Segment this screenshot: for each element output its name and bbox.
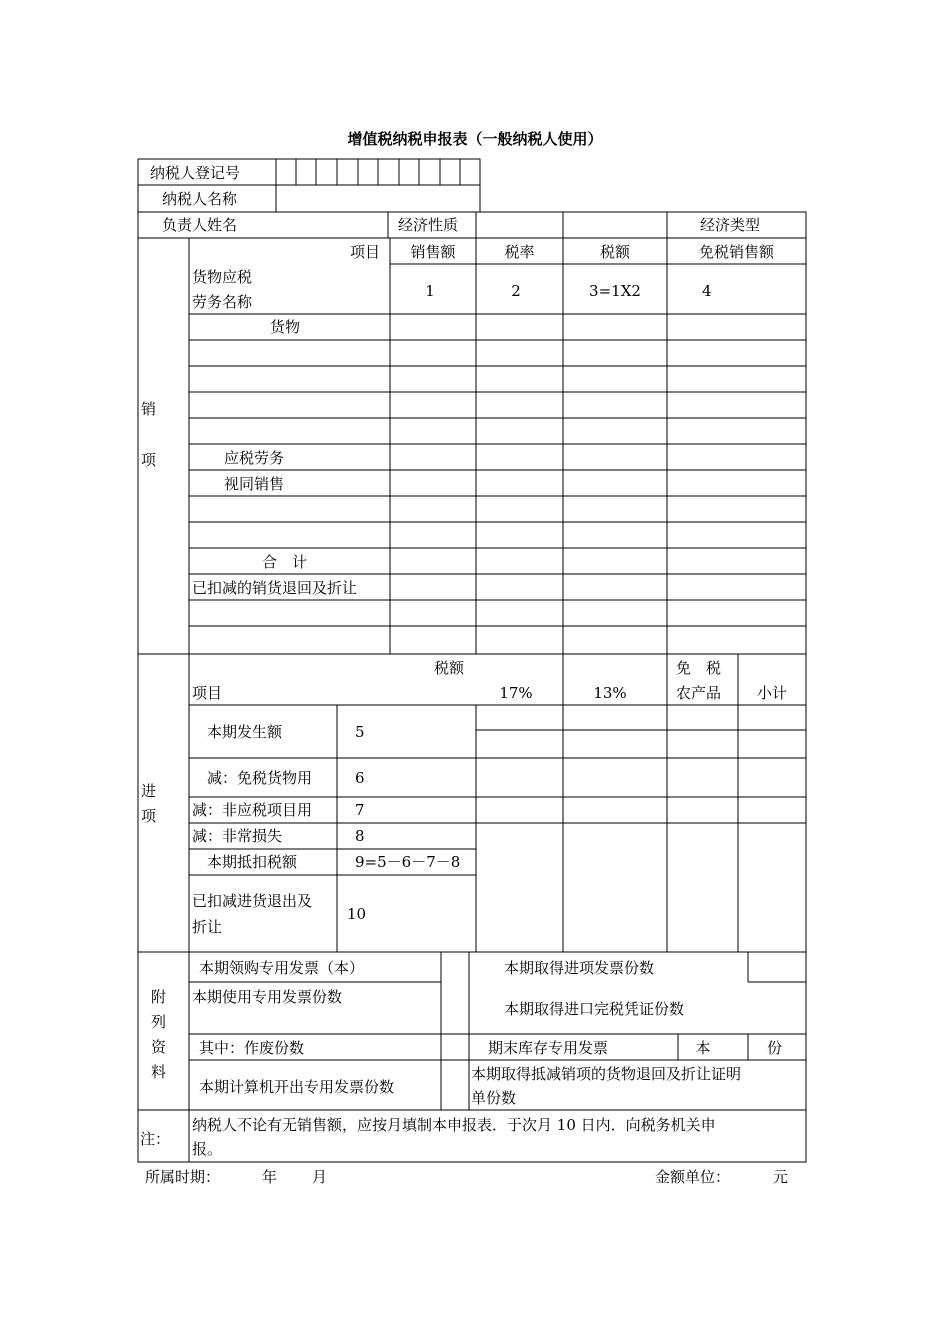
row-label-line2: 劳务名称 (192, 293, 253, 311)
period-year: 年 (262, 1168, 278, 1186)
subtotal-header: 小计 (756, 684, 787, 702)
sales-item-label: 项目 (350, 243, 381, 261)
col-header-tax: 税额 (599, 243, 630, 261)
note-text-line2: 报。 (192, 1140, 223, 1158)
col-header-rate: 税率 (504, 243, 535, 261)
input-row-label: 减：非应税项目用 (192, 801, 313, 819)
economic-type-label: 经济类型 (700, 216, 761, 234)
credit-notes-line1: 本期取得抵减销项的货物退回及折让证明 (471, 1065, 742, 1083)
col-number-1: 1 (425, 282, 435, 300)
col-header-exempt: 免税销售额 (698, 243, 774, 261)
sales-returns-label: 已扣减的销货退回及折让 (192, 579, 358, 597)
input-row-number: 8 (355, 827, 365, 845)
note-label: 注： (140, 1130, 171, 1148)
form-title: 增值税纳税申报表（一般纳税人使用） (347, 130, 603, 148)
sales-side-label-2: 项 (141, 451, 157, 469)
input-row-number: 7 (355, 801, 365, 819)
exempt-header-line1: 免 税 (676, 659, 722, 677)
col-number-2: 2 (511, 282, 521, 300)
sales-side-label-1: 销 (141, 400, 157, 418)
stock-invoices-label: 期末库存专用发票 (488, 1039, 609, 1057)
row-label-line1: 货物应税 (192, 268, 253, 286)
input-row-label: 本期发生额 (207, 723, 283, 741)
exempt-header-line2: 农产品 (676, 684, 722, 702)
attach-side-label-3: 资 (151, 1038, 167, 1056)
invoices-voided-label: 其中：作废份数 (199, 1039, 305, 1057)
attach-side-label-1: 附 (151, 988, 167, 1006)
sales-total-label: 合 计 (262, 553, 308, 571)
amount-unit: 元 (773, 1168, 789, 1186)
invoices-used-label: 本期使用专用发票份数 (192, 988, 343, 1006)
attach-side-label-2: 列 (151, 1013, 167, 1031)
input-row-label: 减：非常损失 (192, 827, 283, 845)
input-returns-line1: 已扣减进货退出及 (192, 892, 313, 910)
customs-certs-label: 本期取得进口完税凭证份数 (504, 1000, 685, 1018)
reg-no-label: 纳税人登记号 (150, 164, 241, 182)
taxpayer-name-label: 纳税人名称 (162, 190, 238, 208)
input-row-number: 9=5－6－7－8 (355, 853, 461, 871)
deemed-sales-label: 视同销售 (224, 475, 285, 493)
input-returns-number: 10 (347, 905, 367, 923)
credit-notes-line2: 单份数 (471, 1089, 517, 1107)
note-text-line1: 纳税人不论有无销售额，应按月填制本申报表．于次月 10 日内．向税务机关申 (192, 1116, 716, 1134)
amount-unit-label: 金额单位： (655, 1168, 731, 1186)
input-item-label: 项目 (192, 684, 223, 702)
services-label: 应税劳务 (224, 449, 285, 467)
input-side-label-1: 进 (141, 782, 157, 800)
input-returns-line2: 折让 (192, 918, 223, 936)
computer-invoices-label: 本期计算机开出专用发票份数 (199, 1078, 395, 1096)
input-row-number: 5 (355, 723, 365, 741)
period-label: 所属时期： (145, 1168, 221, 1186)
invoices-bought-label: 本期领购专用发票（本） (199, 959, 365, 977)
stock-unit-ben: 本 (695, 1039, 711, 1057)
input-tax-label: 税额 (434, 659, 465, 677)
col-number-4: 4 (702, 282, 712, 300)
stock-unit-fen: 份 (767, 1039, 783, 1057)
input-invoices-label: 本期取得进项发票份数 (504, 959, 655, 977)
period-month: 月 (312, 1168, 328, 1186)
input-row-label: 本期抵扣税额 (207, 853, 298, 871)
col-header-sales: 销售额 (410, 243, 456, 261)
col-17-percent: 17% (499, 684, 533, 702)
col-13-percent: 13% (593, 684, 627, 702)
attach-side-label-4: 料 (151, 1063, 167, 1081)
input-row-label: 减：免税货物用 (207, 769, 313, 787)
responsible-person-label: 负责人姓名 (162, 216, 238, 234)
economic-nature-label: 经济性质 (398, 216, 459, 234)
goods-label: 货物 (270, 318, 301, 336)
input-side-label-2: 项 (141, 807, 157, 825)
input-row-number: 6 (355, 769, 365, 787)
col-number-3: 3=1X2 (589, 282, 641, 300)
